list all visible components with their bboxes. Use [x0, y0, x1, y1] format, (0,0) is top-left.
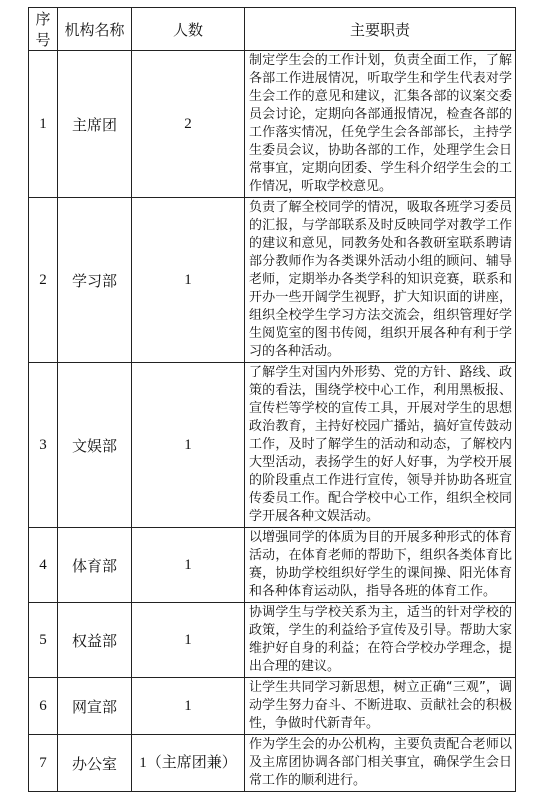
row-no: 7 — [29, 735, 58, 792]
header-no: 序号 — [29, 8, 58, 51]
row-count: 1（主席团兼） — [132, 735, 245, 792]
header-count: 人数 — [132, 8, 245, 51]
row-duty: 让学生共同学习新思想，树立正确“三观”，调动学生努力奋斗、不断进取、贡献社会的积极性，争做时代新青年。 — [245, 678, 516, 735]
table-row — [29, 735, 516, 792]
header-name: 机构名称 — [58, 8, 132, 51]
row-count: 1 — [132, 678, 245, 735]
table-row — [29, 198, 516, 363]
row-name: 网宣部 — [58, 678, 132, 735]
table-row — [29, 363, 516, 528]
row-duty: 作为学生会的办公机构，主要负责配合老师以及主席团协调各部门相关事宜，确保学生会日常工作的顺利进行。 — [245, 735, 516, 792]
row-name: 权益部 — [58, 603, 132, 678]
row-name: 主席团 — [58, 51, 132, 198]
row-name: 办公室 — [58, 735, 132, 792]
table-row — [29, 51, 516, 198]
row-name: 文娱部 — [58, 363, 132, 528]
table-row — [29, 528, 516, 603]
header-duty: 主要职责 — [245, 8, 516, 51]
header-row — [29, 8, 516, 51]
row-duty: 协调学生与学校关系为主，适当的针对学校的政策，学生的利益给予宣传及引导。帮助大家维护好自身的利益；在符合学校办学理念，提出合理的建议。 — [245, 603, 516, 678]
row-no: 4 — [29, 528, 58, 603]
row-duty: 了解学生对国内外形势、党的方针、路线、政策的看法，围绕学校中心工作，利用黑板报、宣传栏等学校的宣传工具，开展对学生的思想政治教育，主持好校园广播站，搞好宣传鼓动工作，及时了解学生的活动和动态，了解校内大型活动，表扬学生的好人好事，为学校开展的阶段重点工作进行宣传，领导并协助各班宣传委员工作。配合学校中心工作，组织全校同学开展各种文娱活动。 — [245, 363, 516, 528]
row-count: 1 — [132, 603, 245, 678]
row-duty: 负责了解全校同学的情况，吸取各班学习委员的汇报，与学部联系及时反映同学对教学工作的建议和意见，同教务处和各教研室联系聘请部分教师作为各类课外活动小组的顾问、辅导老师，定期举办各类学科的知识竞赛，联系和开办一些开阔学生视野，扩大知识面的讲座，组织全校学生学习方法交流会，组织管理好学生阅览室的图书传阅，组织开展各种有利于学习的各种活动。 — [245, 198, 516, 363]
row-no: 3 — [29, 363, 58, 528]
duty-table — [28, 7, 516, 792]
row-duty: 制定学生会的工作计划，负责全面工作，了解各部工作进展情况，听取学生和学生代表对学生会工作的意见和建议，汇集各部的议案交委员会讨论，定期向各部通报情况，检查各部的工作落实情况，任免学生会各部部长，主持学生委员会议，协助各部的工作，处理学生会日常事宜，定期向团委、学生科介绍学生会的工作情况，听取学校意见。 — [245, 51, 516, 198]
row-no: 6 — [29, 678, 58, 735]
row-name: 体育部 — [58, 528, 132, 603]
row-name: 学习部 — [58, 198, 132, 363]
row-count: 1 — [132, 363, 245, 528]
table-row — [29, 603, 516, 678]
row-count: 1 — [132, 528, 245, 603]
row-duty: 以增强同学的体质为目的开展多种形式的体育活动，在体育老师的帮助下，组织各类体育比赛，协助学校组织好学生的课间操、阳光体育和各种体育运动队，指导各班的体育工作。 — [245, 528, 516, 603]
row-count: 2 — [132, 51, 245, 198]
row-no: 5 — [29, 603, 58, 678]
table-row — [29, 678, 516, 735]
row-count: 1 — [132, 198, 245, 363]
row-no: 1 — [29, 51, 58, 198]
row-no: 2 — [29, 198, 58, 363]
